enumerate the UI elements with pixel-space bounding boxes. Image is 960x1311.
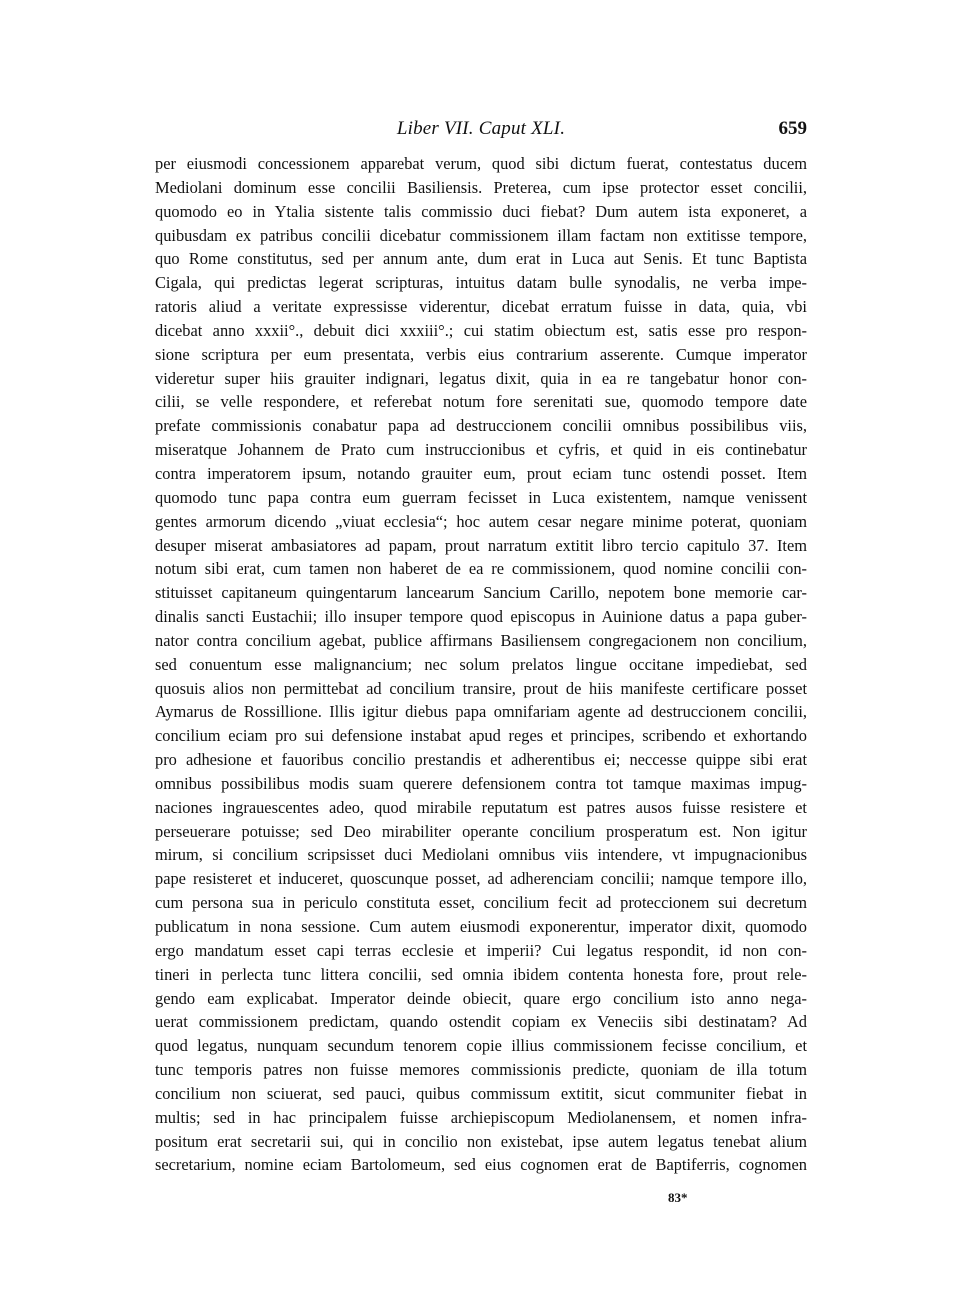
running-head bbox=[155, 118, 807, 144]
text-line: sed conuentum esse malignancium; nec solum prelatos lingue occitane impediebat, sed bbox=[155, 654, 807, 674]
text-line: cum persona sua in periculo constituta esset, concilium fecit ad proteccionem sui decretum bbox=[155, 893, 807, 913]
text-line: uerat commissionem predictam, quando ostendit copiam ex Veneciis sibi destinatam? Ad bbox=[155, 1012, 807, 1032]
text-line: quomodo eo in Ytalia sistente talis commissio duci fiebat? Dum autem ista exponeret, a bbox=[155, 201, 807, 221]
text-line: positum erat secretarii sui, qui in concilio non existebat, ipse autem legatus tenebat alium bbox=[155, 1131, 807, 1151]
text-line: stituisset capitaneum quingentarum lancearum Sancium Carillo, nepotem bone memorie car- bbox=[155, 583, 807, 603]
text-line: prefate commissionis conabatur papa ad destruccionem concilii omnibus possibilibus viis, bbox=[155, 416, 807, 436]
text-line: mirum, si concilium scripsisset duci Mediolani omnibus viis intendere, vt impugnacionibus bbox=[155, 845, 807, 865]
text-line: naciones ingrauescentes adeo, quod mirabile reputatum est patres ausos fuisse resistere et bbox=[155, 797, 807, 817]
text-line: quomodo tunc papa contra eum guerram fecisset in Luca existentem, namque venissent bbox=[155, 487, 807, 507]
text-line: perseuerare potuisse; sed Deo mirabiliter operante concilium prosperatum est. Non igitur bbox=[155, 821, 807, 841]
text-line: nator contra concilium agebat, publice affirmans Basiliensem congregacionem non concilium, bbox=[155, 630, 807, 650]
text-line: quod legatus, nunquam secundum tenorem copie illius commissionem fecisse concilium, et bbox=[155, 1036, 807, 1056]
running-title: Liber VII. Caput XLI. bbox=[396, 118, 566, 139]
text-line: Cigala, qui predictas legerat scripturas, intuitus datam bulle synodalis, ne verba impe- bbox=[155, 273, 807, 293]
text-line: gendo eam explicabat. Imperator deinde obiecit, quare ergo concilium isto anno nega- bbox=[155, 988, 807, 1008]
text-line: pape resisteret et induceret, quoscunque posset, ad adherenciam concilii; namque tempore illo, bbox=[155, 869, 807, 889]
text-line: quibusdam ex patribus concilii dicebatur commissionem illam factam non extitisse tempore, bbox=[155, 225, 807, 245]
text-line: concilium eciam pro sui defensione instabat apud reges et principes, scribendo et exhortando bbox=[155, 726, 807, 746]
text-line: videretur super hiis grauiter indignari, legatus dixit, quia in ea re tangebatur honor con- bbox=[155, 368, 807, 388]
text-line: notum sibi erat, cum tamen non haberet de ea re commissionem, quod nomine concilii con- bbox=[155, 559, 807, 579]
text-line: miseratque Johannem de Prato cum instruccionibus et cyfris, et quid in eis continebatur bbox=[155, 440, 807, 460]
text-line: quo Rome constitutus, sed per annum ante, dum erat in Luca aut Senis. Et tunc Baptista bbox=[155, 249, 807, 269]
text-line: per eiusmodi concessionem apparebat verum, quod sibi dictum fuerat, contestatus ducem bbox=[155, 154, 807, 173]
text-line: omnibus possibilibus modis suam querere defensionem contra tot tamque maximas impug- bbox=[155, 773, 807, 793]
text-line: Mediolani dominum esse concilii Basiliensis. Preterea, cum ipse protector esset concilii, bbox=[155, 177, 807, 197]
signature-mark: 83* bbox=[668, 1190, 688, 1205]
text-line: publicatum in nona sessione. Cum autem eiusmodi exponerentur, imperator dixit, quomodo bbox=[155, 917, 807, 936]
text-line: sione scriptura per eum presentata, verbis eius contrarium asserente. Cumque imperator bbox=[155, 344, 807, 364]
text-line: quosuis alios non permittebat ad concilium transire, prout de hiis manifeste certificare posset bbox=[155, 678, 807, 698]
text-line: tunc temporis patres non fuisse memores commissionis predicte, quoniam de illa totum bbox=[155, 1060, 807, 1080]
page-number: 659 bbox=[778, 118, 807, 139]
text-line: pro adhesione et fauoribus concilio prestandis et adherentibus ei; neccesse quippe sibi erat bbox=[155, 750, 807, 770]
text-line: Aymarus de Rossillione. Illis igitur diebus papa omnifariam agente ad destruccionem concilii, bbox=[155, 702, 807, 722]
text-line: gentes armorum dicendo „viuat ecclesia“; hoc autem cesar negare minime poterat, quoniam bbox=[155, 511, 807, 531]
text-line: dicebat anno xxxii°., debuit dici xxxiii°.; cui statim obiectum est, satis esse pro respon- bbox=[155, 320, 807, 340]
text-line: concilium non sciuerat, sed pauci, quibus commissum extitit, sicut communiter fiebat in bbox=[155, 1083, 807, 1103]
text-line: contra imperatorem ipsum, notando grauiter eum, prout eciam tunc ostendi posset. Item bbox=[155, 463, 807, 483]
text-line: ratoris aliud a veritate expressisse viderentur, dicebat erratum fuisse in data, quia, vbi bbox=[155, 297, 807, 317]
body-text bbox=[155, 152, 807, 1177]
text-line: tineri in perlecta tunc littera concilii, sed omnia ibidem contenta honesta fore, prout rele- bbox=[155, 964, 807, 984]
text-line: desuper miserat ambasiatores ad papam, prout narratum extitit libro tercio capitulo 37. Item bbox=[155, 535, 807, 555]
text-line: ergo mandatum esset capi terras ecclesie et imperii? Cui legatus respondit, id non con- bbox=[155, 940, 807, 960]
text-line: dinalis sancti Eustachii; illo insuper tempore quod episcopus in Auinione datus a papa guber- bbox=[155, 607, 807, 627]
text-line: cilii, se velle respondere, et referebat notum fore serenitati sue, quomodo tempore date bbox=[155, 392, 807, 412]
text-line: secretarium, nomine eciam Bartolomeum, sed eius cognomen erat de Baptiferris, cognomen bbox=[155, 1155, 807, 1175]
text-line: multis; sed in hac principalem fuisse archiepiscopum Mediolanensem, et nomen infra- bbox=[155, 1107, 807, 1127]
